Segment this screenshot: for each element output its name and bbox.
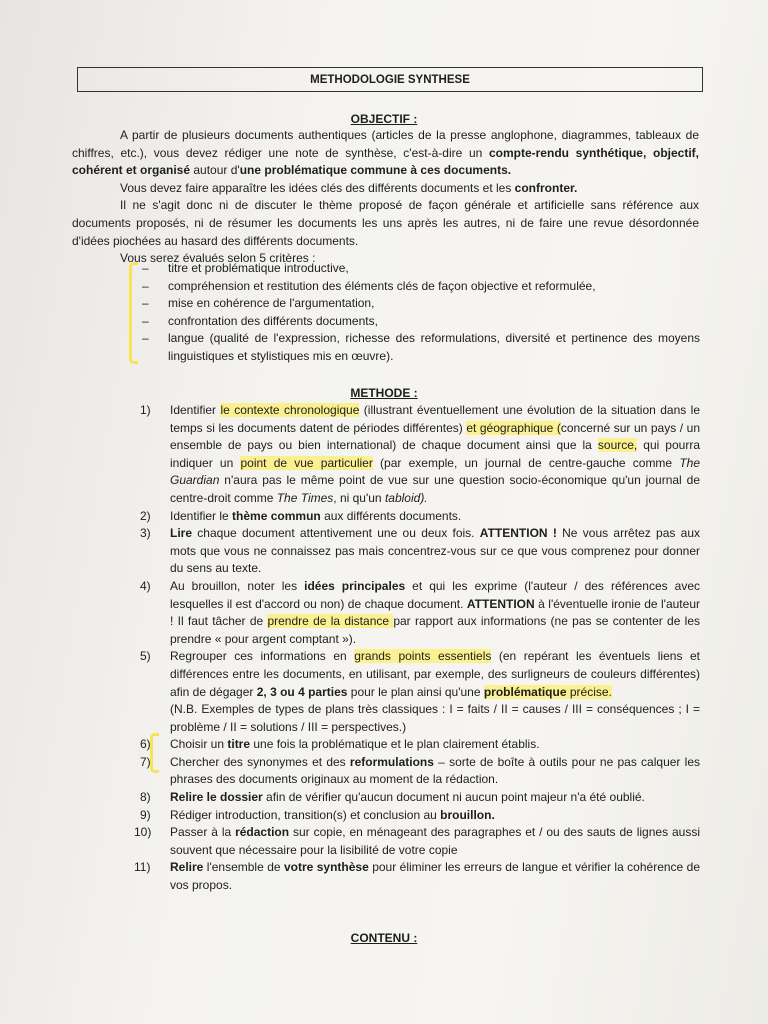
- methode-step-10: 10) Passer à la rédaction sur copie, en ménageant des paragraphes et / ou des sauts de lignes aussi souvent que nécessaire pour la lisibilité de votre copie: [134, 825, 700, 857]
- methode-step-8: 8) Relire le dossier afin de vérifier qu'aucun document ni aucun point majeur n'a été oublié.: [140, 790, 645, 805]
- objectif-paragraph-1: A partir de plusieurs documents authentiques (articles de la presse anglophone, diagrammes, tableaux de chiffres, etc.), vous devez rédiger une note de synthèse, c'est-à-dire un compte-rendu synthétique, objectif, cohérent et organisé autour d'une problématique commune à ces documents.: [72, 128, 699, 178]
- highlighter-bracket: [129, 262, 138, 364]
- criterion-item: – titre et problématique introductive,: [142, 261, 349, 275]
- methode-step-5: 5) Regrouper ces informations en grands points essentiels (en repérant les éventuels liens et différences entre les documents, en utilisant, par exemple, des surligneurs de couleurs différentes) afin de dégager 2, 3 ou 4 parties pour le plan ainsi qu'une problématique précise. (N.B. Exemples de types de plans très classiques : I = faits / II = causes / III = conséquences ; I = problème / II = solutions / III = perspectives.): [140, 649, 700, 734]
- methode-step-3: 3) Lire chaque document attentivement une ou deux fois. ATTENTION ! Ne vous arrêtez pas aux mots que vous ne connaissez pas mais concentrez-vous sur ce que vous comprenez pour donner du sens au texte.: [140, 526, 701, 576]
- contenu-heading: CONTENU :: [350, 931, 418, 945]
- methode-list: [134, 402, 701, 895]
- methode-step-9: 9) Rédiger introduction, transition(s) et conclusion au brouillon.: [140, 807, 495, 822]
- criteria-list: [140, 260, 700, 366]
- methode-step-11: 11) Relire l'ensemble de votre synthèse pour éliminer les erreurs de langue et vérifier la cohérence de vos propos.: [134, 860, 700, 893]
- criterion-item: – mise en cohérence de l'argumentation,: [142, 296, 375, 311]
- criterion-item: – confrontation des différents documents,: [142, 313, 378, 328]
- highlighter-bracket: [150, 733, 159, 773]
- criterion-item: – compréhension et restitution des éléments clés de façon objective et reformulée,: [142, 278, 596, 293]
- objectif-text: [72, 127, 699, 268]
- methode-step-4: 4) Au brouillon, noter les idées principales et qui les exprime (l'auteur / des références avec lesquelles il est d'accord ou non) de chaque document. ATTENTION à l'éventuelle ironie de l'auteur ! Il faut tâcher de prendre de la distance par rapport aux informations (ne pas se contenter de les prendre « pour argent comptant »).: [140, 578, 701, 646]
- objectif-paragraph-3: Il ne s'agit donc ni de discuter le thème proposé de façon générale et artificielle sans référence aux documents proposés, ni de résumer les documents les uns après les autres, ni de faire une revue désordonnée d'idées piochées au hasard des différents documents.: [72, 198, 699, 248]
- objectif-paragraph-2: Vous devez faire apparaître les idées clés des différents documents et les confronter.: [120, 180, 578, 195]
- document-title: METHODOLOGIE SYNTHESE: [77, 67, 703, 92]
- methode-heading: METHODE :: [350, 386, 418, 400]
- objectif-paragraph-4: Vous serez évalués selon 5 critères :: [120, 251, 316, 266]
- methode-step-1: 1) Identifier le contexte chronologique (illustrant éventuellement une évolution de la situation dans le temps si les documents datent de périodes différentes) et géographique (concerné sur un pays / un ensemble de pays ou bien international) de chaque document ainsi que la source, qui pourra indiquer un point de vue particulier (par exemple, un journal de centre-gauche comme The Guardian n'aura pas le même point de vue sur une question socio-économique qu'un journal de centre-droit comme The Times, ni qu'un tabloid).: [140, 403, 701, 505]
- methode-step-7: 7) Chercher des synonymes et des reformulations – sorte de boîte à outils pour ne pas calquer les phrases des documents originaux au moment de la rédaction.: [140, 754, 700, 787]
- methode-step-6: 6) Choisir un titre une fois la problématique et le plan clairement établis.: [140, 737, 540, 752]
- objectif-heading: OBJECTIF :: [350, 112, 418, 126]
- methode-step-2: 2) Identifier le thème commun aux différents documents.: [140, 508, 462, 523]
- criterion-item: – langue (qualité de l'expression, richesse des reformulations, diversité et pertinence des moyens linguistiques et stylistiques mis en œuvre).: [142, 331, 700, 363]
